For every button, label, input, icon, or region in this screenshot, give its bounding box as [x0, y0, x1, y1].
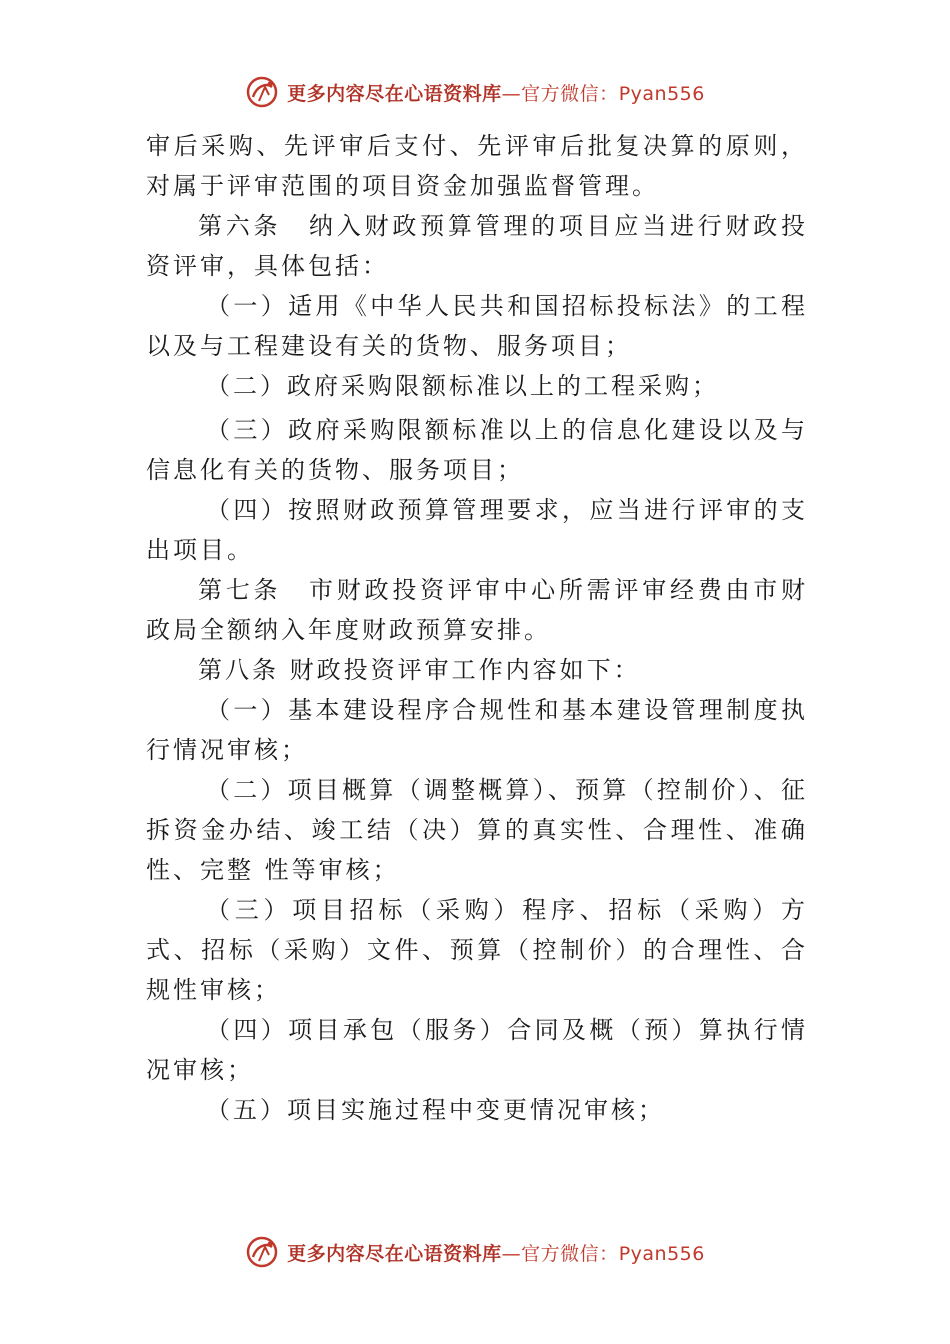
- article-8-item-3: （三）项目招标（采购）程序、招标（采购）方式、招标（采购）文件、预算（控制价）的合理性、合规性审核；: [146, 896, 808, 1004]
- article-6: 第六条 纳入财政预算管理的项目应当进行财政投资评审，具体包括：: [146, 212, 808, 280]
- watermark-brand: 更多内容尽在心语资料库: [287, 1242, 502, 1265]
- article-6-item-4: （四）按照财政预算管理要求，应当进行评审的支出项目。: [146, 496, 808, 564]
- document-body: [146, 126, 808, 1130]
- watermark-channel: 官方微信：: [521, 1242, 619, 1265]
- article-8-item-4: （四）项目承包（服务）合同及概（预）算执行情况审核；: [146, 1016, 808, 1084]
- watermark-account: Pyan556: [618, 82, 705, 105]
- article-6-item-3: （三）政府采购限额标准以上的信息化建设以及与信息化有关的货物、服务项目；: [146, 416, 808, 484]
- watermark-account: Pyan556: [618, 1242, 705, 1265]
- brand-logo-icon: [245, 75, 279, 109]
- watermark-brand: 更多内容尽在心语资料库: [287, 82, 502, 105]
- footer-watermark: [0, 1230, 950, 1274]
- article-6-item-2: （二）政府采购限额标准以上的工程采购；: [206, 372, 719, 400]
- article-8: 第八条 财政投资评审工作内容如下：: [198, 656, 641, 684]
- watermark-text: [287, 1239, 705, 1266]
- article-8-item-5: （五）项目实施过程中变更情况审核；: [206, 1096, 665, 1124]
- watermark-text: [287, 79, 705, 106]
- watermark-dash: —: [501, 82, 522, 105]
- brand-logo-icon: [245, 1235, 279, 1269]
- article-6-item-1: （一）适用《中华人民共和国招标投标法》的工程以及与工程建设有关的货物、服务项目；: [146, 292, 808, 360]
- paragraph-continuation: 审后采购、先评审后支付、先评审后批复决算的原则，对属于评审范围的项目资金加强监督管理。: [146, 132, 808, 200]
- watermark-dash: —: [501, 1242, 522, 1265]
- watermark-channel: 官方微信：: [521, 82, 619, 105]
- article-7: 第七条 市财政投资评审中心所需评审经费由市财政局全额纳入年度财政预算安排。: [146, 576, 808, 644]
- article-8-item-2: （二）项目概算（调整概算）、预算（控制价）、征拆资金办结、竣工结（决）算的真实性、合理性、准确性、完整 性等审核；: [146, 776, 808, 884]
- article-8-item-1: （一）基本建设程序合规性和基本建设管理制度执行情况审核；: [146, 696, 808, 764]
- header-watermark: [0, 70, 950, 114]
